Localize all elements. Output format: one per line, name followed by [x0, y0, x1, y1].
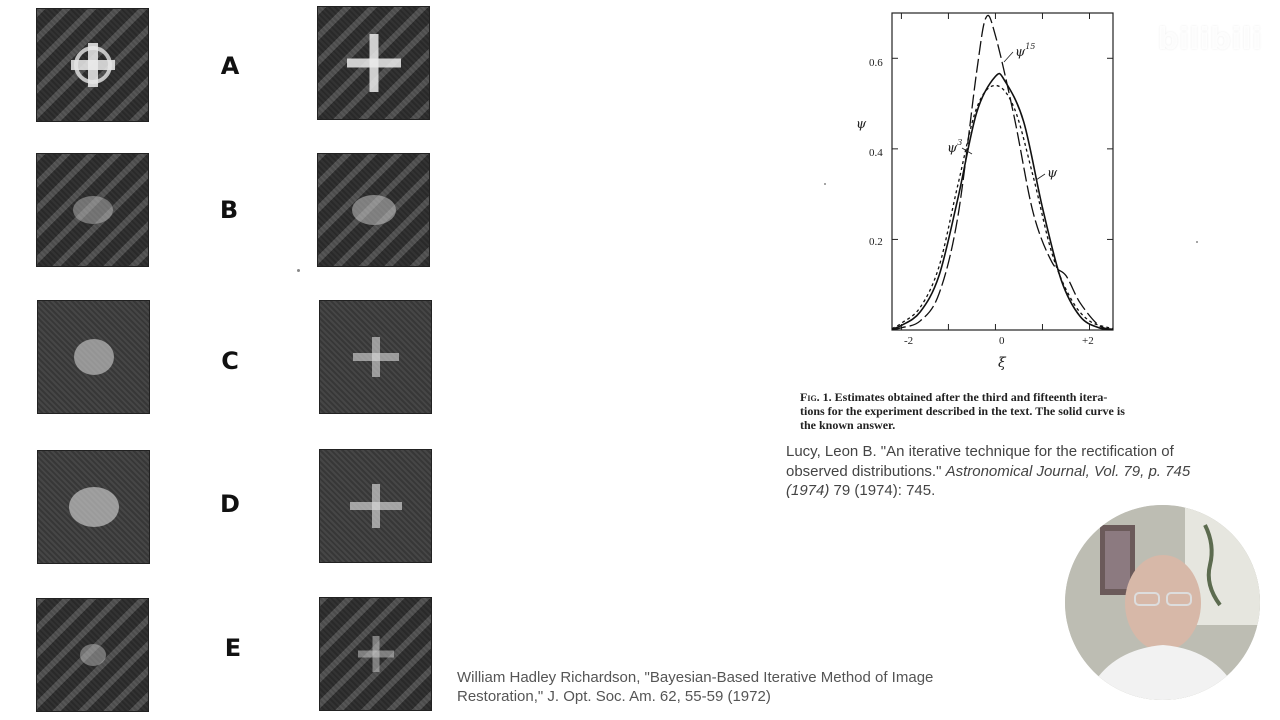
series-line-ψ3: [892, 85, 1113, 328]
panel-a-left: [36, 8, 149, 122]
citation-line-2: Restoration," J. Opt. Soc. Am. 62, 55-59 (1972): [457, 688, 771, 705]
caption-line-3: the known answer.: [800, 418, 896, 432]
panel-label-a: A: [220, 52, 240, 80]
citation-line-1: William Hadley Richardson, "Bayesian-Based Iterative Method of Image: [457, 669, 934, 686]
presenter-image: [1065, 505, 1260, 700]
panel-e-right: [319, 597, 432, 711]
lucy-journal: Astronomical Journal, Vol. 79, p. 745: [945, 462, 1191, 480]
caption-fig-number: Fig. 1.: [800, 390, 832, 404]
superscript-15: 15: [1025, 42, 1036, 51]
speck: [824, 183, 826, 185]
superscript-3: 3: [957, 138, 963, 147]
y-tick-0.6: 0.6: [869, 57, 883, 69]
presenter-webcam: [1065, 505, 1260, 700]
panel-b-left: [36, 153, 149, 267]
panel-c-right: [319, 300, 432, 414]
caption-line-1: Estimates obtained after the third and fifteenth itera-: [831, 390, 1108, 404]
panel-d-left: [37, 450, 150, 564]
lucy-volume: 79 (1974): 745.: [829, 482, 936, 499]
x-axis-label: ξ: [998, 355, 1006, 370]
speck: [297, 269, 300, 272]
panel-label-d: D: [220, 490, 240, 518]
panel-a-right: [317, 6, 430, 120]
series-label-psi: ψ: [1047, 166, 1058, 181]
x-tick-0: 0: [999, 335, 1005, 347]
panel-label-e: E: [224, 634, 242, 662]
panel-e-left: [36, 598, 149, 712]
series-line-ψ: [892, 74, 1113, 330]
lucy-year: (1974): [786, 482, 830, 499]
x-tick--2: -2: [904, 335, 914, 347]
caption-line-2: tions for the experiment described in the text. The solid curve is: [800, 404, 1125, 418]
figure-caption: [800, 390, 1195, 432]
panel-c-left: [37, 300, 150, 414]
lucy-citation: [786, 442, 1236, 501]
panel-b-right: [317, 153, 430, 267]
series-label-psi3: $\psi^3$: [947, 138, 963, 156]
y-tick-0.2: 0.2: [869, 236, 883, 248]
bilibili-watermark: bilibili: [1157, 22, 1262, 57]
y-axis-label: ψ: [856, 117, 867, 132]
lucy-line-1: Lucy, Leon B. "An iterative technique for the rectification of: [786, 443, 1174, 460]
panel-label-c: C: [221, 347, 239, 375]
panel-label-b: B: [219, 196, 239, 224]
leader-psi15: [1004, 52, 1013, 62]
speck: [1196, 241, 1198, 243]
richardson-citation: [457, 668, 997, 706]
series-label-psi15: $\psi^{15}$: [1015, 42, 1036, 60]
leader-psi: [1036, 174, 1045, 180]
x-tick-+2: +2: [1082, 335, 1094, 347]
y-tick-0.4: 0.4: [869, 147, 883, 159]
lucy-line-2: observed distributions.": [786, 462, 946, 480]
panel-d-right: [319, 449, 432, 563]
